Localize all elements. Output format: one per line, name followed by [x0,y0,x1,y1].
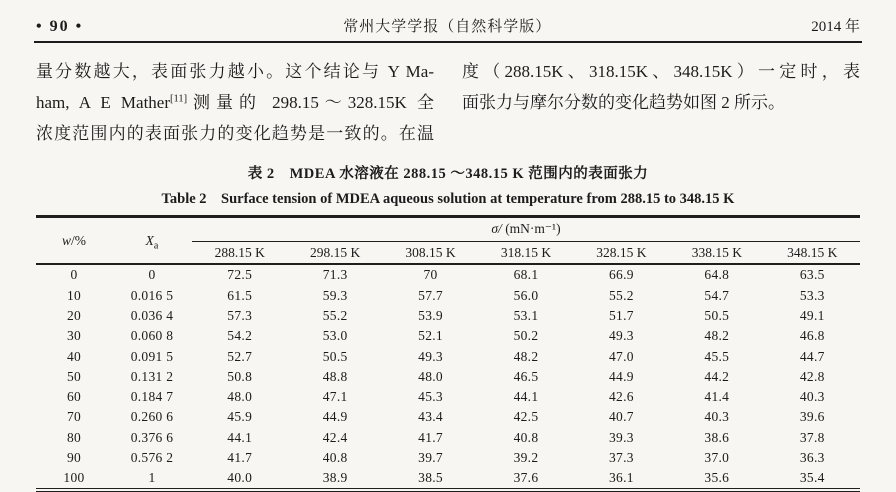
table-caption-en: Table 2 Surface tension of MDEA aqueous solution at temperature from 288.15 to 348.15 K [161,191,735,207]
table-cell: 54.2 [227,328,253,344]
table-cell: 71.3 [322,267,348,283]
table-cell: 53.1 [513,308,539,324]
table-cell: 100 [63,470,85,486]
table-cell: 37.6 [513,470,539,486]
table-cell: 0.060 8 [130,328,174,344]
text-line [36,87,434,118]
table-cell: 48.0 [227,389,253,405]
table-cell: 45.3 [418,389,443,405]
table-cell: 40.3 [704,409,730,425]
col-header-temp: 338.15 K [691,244,742,260]
table-cell: 37.8 [799,429,825,445]
table-cell: 41.7 [418,429,443,445]
table-cell: 39.2 [513,450,539,466]
table-cell: 40.8 [322,450,348,466]
text-segment: ham, A E Mather [36,93,170,112]
table-cell: 66.9 [608,267,634,283]
table-cell: 48.0 [418,368,443,384]
table-cell: 68.1 [513,267,539,283]
table-cell: 0.576 2 [130,450,174,466]
body-text [0,43,896,149]
table-cell: 40.0 [227,470,253,486]
table-cell: 38.5 [418,470,443,486]
text-segment: 测量的 298.15～328.15K 全 [187,93,434,112]
table-row [36,367,860,387]
table-cell: 59.3 [322,287,348,303]
table-cell: 52.7 [227,348,253,364]
text-line: 面张力与摩尔分数的变化趋势如图 2 所示。 [462,93,785,112]
publication-year: 2014 年 [811,19,860,35]
table-row [36,407,860,427]
text-line: 度（288.15K、318.15K、348.15K）一定时，表 [462,62,860,81]
table-cell: 47.1 [322,389,348,405]
table-caption-zh: 表 2 MDEA 水溶液在 288.15 ～348.15 K 范围内的表面张力 [247,166,649,182]
table-row [36,326,860,346]
table-cell: 1 [148,470,156,486]
w-unit: /% [71,232,86,248]
table-cell: 41.7 [227,450,253,466]
table-row [36,346,860,366]
table-cell: 50.5 [704,308,730,324]
table-cell: 35.4 [799,470,825,486]
table-cell: 57.3 [227,308,253,324]
table-cell: 38.9 [322,470,348,486]
table-cell: 35.6 [704,470,730,486]
table-cell: 38.6 [704,429,730,445]
table-cell: 44.2 [704,368,730,384]
table-row [36,306,860,326]
table-cell: 40 [66,348,82,364]
table-cell: 39.3 [608,429,634,445]
table-cell: 42.8 [799,368,825,384]
table-cell: 49.3 [608,328,634,344]
table-cell: 48.8 [322,368,348,384]
table-cell: 37.0 [704,450,730,466]
table-cell: 46.8 [799,328,825,344]
text-line: 浓度范围内的表面张力的变化趋势是一致的。在温 [36,124,434,143]
table-row [36,264,860,285]
table-row [36,468,860,490]
table-cell: 10 [66,287,82,303]
sigma-symbol: σ/ [491,221,502,236]
table-cell: 39.6 [799,409,825,425]
table-cell: 53.0 [322,328,348,344]
table-cell: 41.4 [704,389,730,405]
table-row [36,427,860,447]
table-cell: 80 [66,429,82,445]
table-cell: 39.7 [418,450,443,466]
table-cell: 90 [66,450,82,466]
table-cell: 64.8 [704,267,730,283]
table-cell: 70 [66,409,82,425]
table-cell: 20 [66,308,82,324]
table-cell: 52.1 [418,328,443,344]
table-cell: 55.2 [322,308,348,324]
table-cell: 63.5 [799,267,825,283]
table-cell: 50 [66,368,82,384]
table-cell: 42.5 [513,409,539,425]
table-cell: 0 [70,267,78,283]
text-line: 量分数越大，表面张力越小。这个结论与 Y Ma- [36,62,434,81]
table-cell: 0.260 6 [130,409,174,425]
table-cell: 70 [423,267,438,283]
table-cell: 49.1 [799,308,825,324]
x-symbol: X [145,232,154,248]
table-cell: 44.9 [608,368,634,384]
table-cell: 40.7 [608,409,634,425]
col-header-mass-fraction [36,217,112,265]
table-cell: 50.8 [227,368,253,384]
table-cell: 0.036 4 [130,308,174,324]
table-row [36,448,860,468]
table-cell: 49.3 [418,348,443,364]
col-header-temp: 348.15 K [787,244,838,260]
table-cell: 72.5 [227,267,253,283]
table-cell: 40.8 [513,429,539,445]
table-cell: 42.6 [608,389,634,405]
table-cell: 44.1 [227,429,253,445]
col-header-temp: 298.15 K [310,244,361,260]
col-header-temp: 288.15 K [214,244,265,260]
table-cell: 48.2 [513,348,539,364]
table-cell: 50.5 [322,348,348,364]
table-cell: 54.7 [704,287,730,303]
sigma-unit: (mN·m⁻¹) [505,221,561,236]
col-header-temp: 328.15 K [596,244,647,260]
page-number: • 90 • [36,18,84,35]
table-cell: 48.2 [704,328,730,344]
table-cell: 40.3 [799,389,825,405]
table-cell: 44.7 [799,348,825,364]
paragraph-left-column [36,56,434,149]
table-body [36,264,860,490]
table-cell: 0.016 5 [130,287,174,303]
table-cell: 56.0 [513,287,539,303]
table-cell: 36.1 [608,470,634,486]
table-cell: 55.2 [608,287,634,303]
table-cell: 36.3 [799,450,825,466]
table-cell: 0.131 2 [130,368,174,384]
table-cell: 53.9 [418,308,443,324]
table-cell: 45.9 [227,409,253,425]
journal-title: 常州大学学报（自然科学版） [343,19,552,35]
table-cell: 45.5 [704,348,730,364]
table-cell: 0.091 5 [130,348,174,364]
table-cell: 0.184 7 [130,389,174,405]
table-header [36,217,860,265]
table-cell: 44.1 [513,389,539,405]
table-cell: 44.9 [322,409,348,425]
citation-ref: [11] [170,93,188,105]
table-header-row-1 [36,217,860,242]
table-cell: 51.7 [608,308,634,324]
x-subscript: a [153,240,159,252]
table-cell: 0 [148,267,156,283]
table-cell: 43.4 [418,409,443,425]
table-cell: 47.0 [608,348,634,364]
paragraph-right-column [462,56,860,149]
table-row [36,285,860,305]
col-header-mole-fraction [112,217,192,265]
col-header-surface-tension [192,217,860,242]
col-header-temp: 308.15 K [405,244,456,260]
table-cell: 50.2 [513,328,539,344]
table-cell: 37.3 [608,450,634,466]
table-cell: 30 [66,328,82,344]
col-header-temp: 318.15 K [500,244,552,260]
table-cell: 53.3 [799,287,825,303]
w-symbol: w [61,232,71,248]
table-cell: 57.7 [418,287,443,303]
table-cell: 46.5 [513,368,539,384]
running-head [0,0,896,41]
table-cell: 61.5 [227,287,253,303]
surface-tension-table [36,215,860,492]
table-cell: 60 [66,389,82,405]
table-cell: 0.376 6 [130,429,174,445]
table-row [36,387,860,407]
table-cell: 42.4 [322,429,348,445]
